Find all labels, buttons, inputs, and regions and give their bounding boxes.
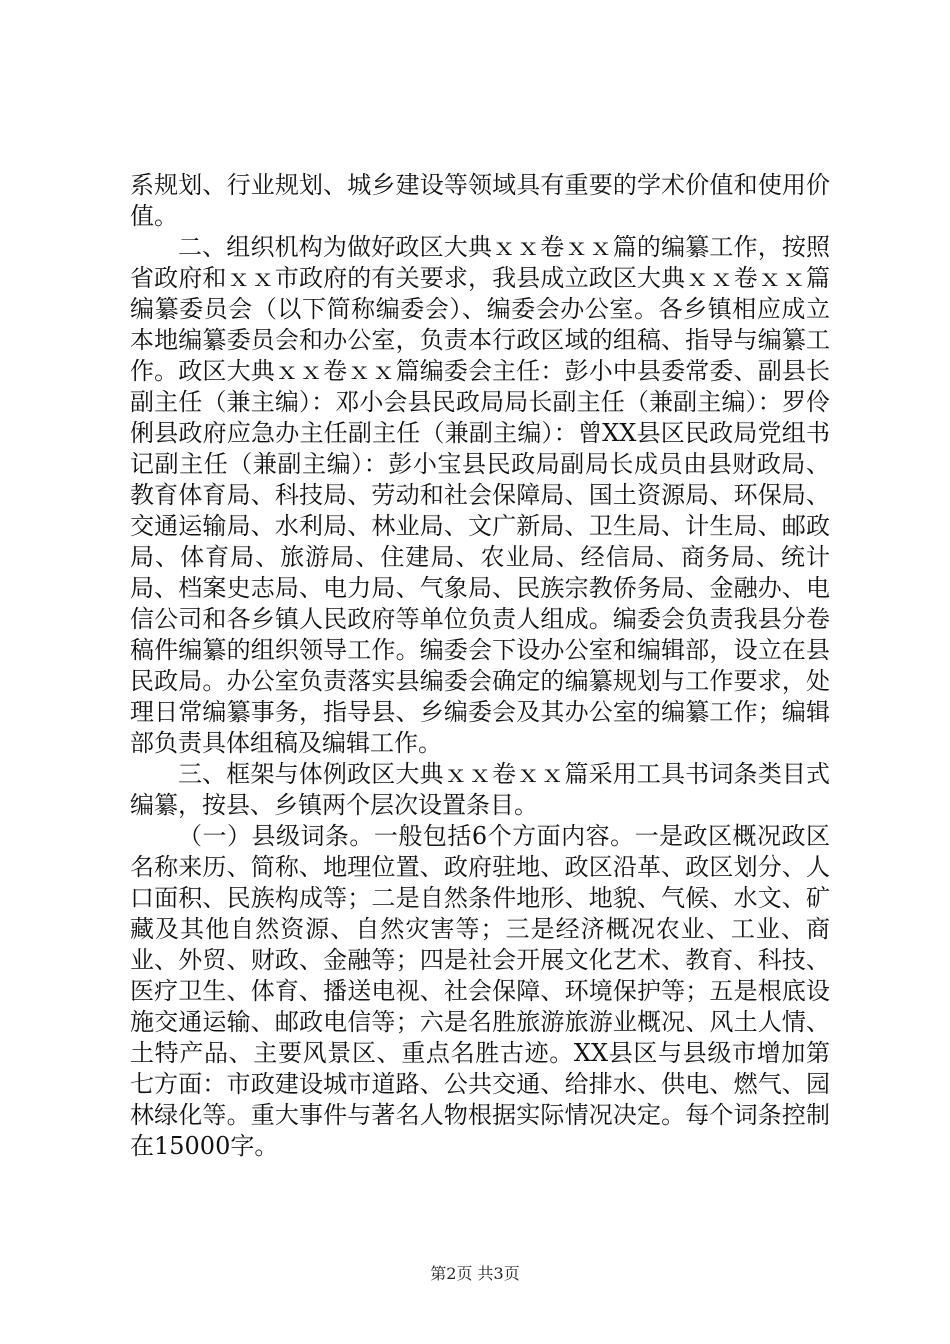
paragraph-county-entries: （一）县级词条。一般包括6个方面内容。一是政区概况政区名称来历、简称、地理位置、政府驻地、政区沿革、政区划分、人口面积、民族构成等；二是自然条件地形、地貌、气候、水文、矿藏及其他自然资源、自然灾害等；三是经济概况农业、工业、商业、外贸、财政、金融等；四是社会开展文化艺术、教育、科技、医疗卫生、体育、播送电视、社会保障、环境保护等；五是根底设施交通运输、邮政电信等；六是名胜旅游旅游业概况、风土人情、土特产品、主要风景区、重点名胜古迹。XX县区与县级市增加第七方面：市政建设城市道路、公共交通、给排水、供电、燃气、园林绿化等。重大事件与著名人物根据实际情况决定。每个词条控制在15000字。 (130, 822, 830, 1160)
document-body (130, 170, 830, 1162)
paragraph-framework: 三、框架与体例政区大典ｘｘ卷ｘｘ篇采用工具书词条类目式编纂，按县、乡镇两个层次设置条目。 (130, 760, 830, 819)
paragraph-continuation: 系规划、行业规划、城乡建设等领域具有重要的学术价值和使用价值。 (130, 171, 830, 230)
page-footer: 第2页 共3页 (430, 1264, 520, 1283)
paragraph-organization: 二、组织机构为做好政区大典ｘｘ卷ｘｘ篇的编纂工作，按照省政府和ｘｘ市政府的有关要求，我县成立政区大典ｘｘ卷ｘｘ篇编纂委员会（以下简称编委会）、编委会办公室。各乡镇相应成立本地编纂委员会和办公室，负责本行政区域的组稿、指导与编纂工作。政区大典ｘｘ卷ｘｘ篇编委会主任：彭小中县委常委、副县长副主任（兼主编）：邓小会县民政局局长副主任（兼副主编）：罗伶俐县政府应急办主任副主任（兼副主编）：曾XX县区民政局党组书记副主任（兼副主编）：彭小宝县民政局副局长成员由县财政局、教育体育局、科技局、劳动和社会保障局、国土资源局、环保局、交通运输局、水利局、林业局、文广新局、卫生局、计生局、邮政局、体育局、旅游局、住建局、农业局、经信局、商务局、统计局、档案史志局、电力局、气象局、民族宗教侨务局、金融办、电信公司和各乡镇人民政府等单位负责人组成。编委会负责我县分卷稿件编纂的组织领导工作。编委会下设办公室和编辑部，设立在县民政局。办公室负责落实县编委会确定的编纂规划与工作要求，处理日常编纂事务，指导县、乡编委会及其办公室的编纂工作；编辑部负责具体组稿及编辑工作。 (130, 233, 830, 757)
